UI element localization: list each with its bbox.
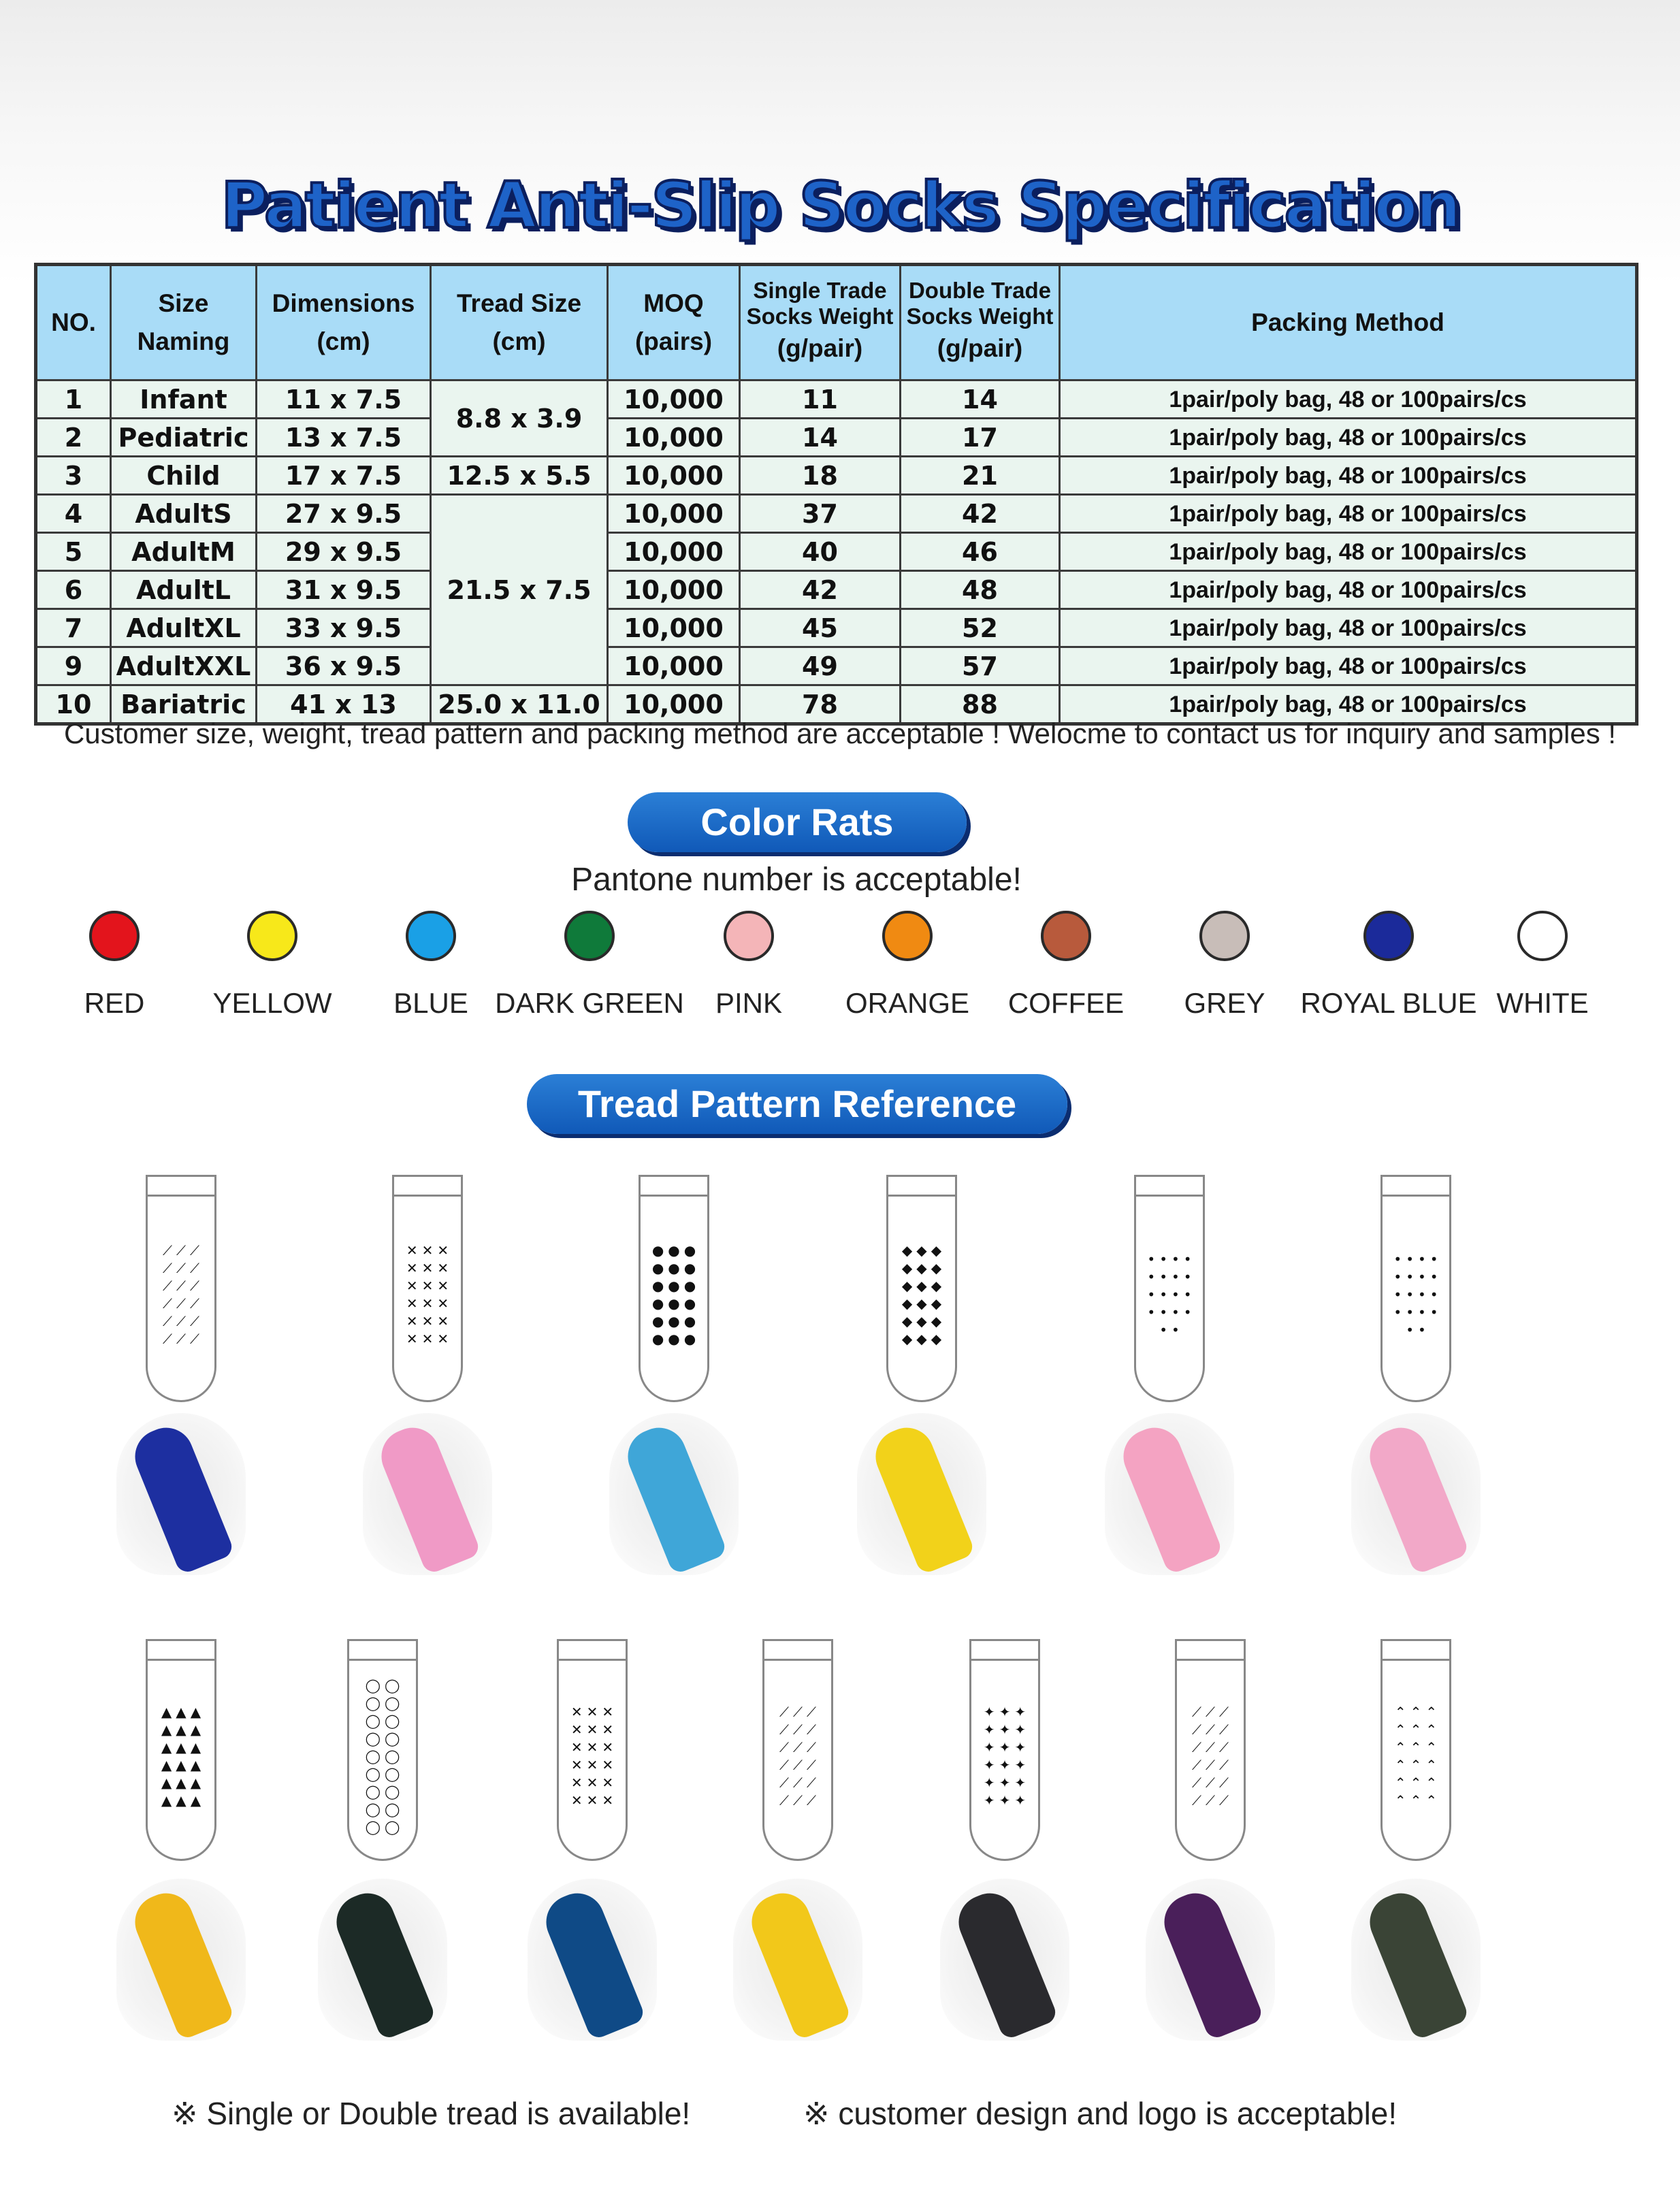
cell-single-weight: 42: [740, 571, 901, 609]
cell-no: 5: [36, 533, 111, 571]
cell-single-weight: 78: [740, 685, 901, 724]
cell-moq: 10,000: [608, 495, 740, 533]
cell-no: 2: [36, 419, 111, 457]
table-row: [36, 647, 1637, 685]
sock-product-photo: [1351, 1879, 1481, 2041]
cell-single-weight: 45: [740, 609, 901, 647]
cell-no: 6: [36, 571, 111, 609]
cell-double-weight: 46: [901, 533, 1060, 571]
header-dimensions: Dimensions (cm): [257, 265, 431, 380]
cell-no: 10: [36, 685, 111, 724]
color-swatch: [882, 911, 933, 961]
cell-dimensions: 29 x 9.5: [257, 533, 431, 571]
color-swatch: [1363, 911, 1414, 961]
tread-pattern-drawing: • • • • • • • • • • • • • • • • • •: [1134, 1175, 1205, 1402]
sock-product-photo: [733, 1879, 862, 2041]
cell-double-weight: 42: [901, 495, 1060, 533]
cell-double-weight: 48: [901, 571, 1060, 609]
sock-product-photo: [1105, 1413, 1234, 1575]
cell-no: 3: [36, 457, 111, 495]
cell-single-weight: 18: [740, 457, 901, 495]
table-row: [36, 571, 1637, 609]
color-swatch-label: BLUE: [393, 987, 468, 1019]
cell-size: AdultXXL: [111, 647, 257, 685]
header-tread-size: Tread Size (cm): [431, 265, 608, 380]
cell-size: AdultM: [111, 533, 257, 571]
tread-pattern-drawing: ⟋ ⟋ ⟋ ⟋ ⟋ ⟋ ⟋ ⟋ ⟋ ⟋ ⟋ ⟋ ⟋ ⟋ ⟋ ⟋ ⟋ ⟋: [1175, 1639, 1246, 1861]
color-swatch-label: RED: [84, 987, 145, 1019]
color-swatch: [89, 911, 140, 961]
customization-note: Customer size, weight, tread pattern and packing method are acceptable ! Welocme to contact us for inquiry and samples !: [63, 717, 1617, 749]
cell-packing: 1pair/poly bag, 48 or 100pairs/cs: [1060, 495, 1637, 533]
cell-packing: 1pair/poly bag, 48 or 100pairs/cs: [1060, 457, 1637, 495]
color-swatch-label: ROYAL BLUE: [1300, 987, 1477, 1019]
cell-moq: 10,000: [608, 380, 740, 419]
cell-tread-size: 25.0 x 11.0: [431, 685, 608, 724]
cell-moq: 10,000: [608, 457, 740, 495]
color-swatch: [1517, 911, 1568, 961]
cell-no: 9: [36, 647, 111, 685]
pantone-note: Pantone number is acceptable!: [571, 862, 1022, 898]
tread-pattern-drawing: ⌃ ⌃ ⌃ ⌃ ⌃ ⌃ ⌃ ⌃ ⌃ ⌃ ⌃ ⌃ ⌃ ⌃ ⌃ ⌃ ⌃ ⌃: [1380, 1639, 1451, 1861]
table-row: [36, 419, 1637, 457]
tread-pattern-drawing: ● ● ● ● ● ● ● ● ● ● ● ● ● ● ● ● ● ●: [639, 1175, 709, 1402]
color-swatch: [247, 911, 297, 961]
cell-double-weight: 17: [901, 419, 1060, 457]
cell-single-weight: 11: [740, 380, 901, 419]
cell-dimensions: 36 x 9.5: [257, 647, 431, 685]
cell-single-weight: 14: [740, 419, 901, 457]
footnote-single-double: ※ Single or Double tread is available!: [172, 2096, 691, 2131]
tread-pattern-drawing: ✦ ✦ ✦ ✦ ✦ ✦ ✦ ✦ ✦ ✦ ✦ ✦ ✦ ✦ ✦ ✦ ✦ ✦: [969, 1639, 1040, 1861]
color-swatch-label: COFFEE: [1007, 987, 1125, 1019]
cell-size: AdultXL: [111, 609, 257, 647]
sock-product-photo: [116, 1413, 246, 1575]
cell-size: Bariatric: [111, 685, 257, 724]
header-moq: MOQ (pairs): [608, 265, 740, 380]
cell-packing: 1pair/poly bag, 48 or 100pairs/cs: [1060, 685, 1637, 724]
sock-product-photo: [1146, 1879, 1275, 2041]
cell-dimensions: 17 x 7.5: [257, 457, 431, 495]
header-double-weight: Double Trade Socks Weight (g/pair): [901, 265, 1060, 380]
cell-double-weight: 52: [901, 609, 1060, 647]
tread-pattern-drawing: • • • • • • • • • • • • • • • • • •: [1380, 1175, 1451, 1402]
table-header-row: [36, 265, 1637, 380]
table-row: [36, 609, 1637, 647]
color-swatch-label: DARK GREEN: [495, 987, 684, 1019]
cell-moq: 10,000: [608, 419, 740, 457]
tread-pattern-drawing: ▲ ▲ ▲ ▲ ▲ ▲ ▲ ▲ ▲ ▲ ▲ ▲ ▲ ▲ ▲ ▲ ▲ ▲: [146, 1639, 216, 1861]
sock-product-photo: [1351, 1413, 1481, 1575]
tread-section-heading: Tread Pattern Reference: [527, 1074, 1067, 1134]
header-single-weight: Single Trade Socks Weight (g/pair): [740, 265, 901, 380]
sock-product-photo: [609, 1413, 739, 1575]
cell-moq: 10,000: [608, 647, 740, 685]
cell-single-weight: 40: [740, 533, 901, 571]
tread-pattern-drawing: ⟋ ⟋ ⟋ ⟋ ⟋ ⟋ ⟋ ⟋ ⟋ ⟋ ⟋ ⟋ ⟋ ⟋ ⟋ ⟋ ⟋ ⟋: [146, 1175, 216, 1402]
cell-dimensions: 13 x 7.5: [257, 419, 431, 457]
cell-size: AdultL: [111, 571, 257, 609]
sock-product-photo: [363, 1413, 492, 1575]
table-row: [36, 457, 1637, 495]
color-swatch-label: WHITE: [1496, 987, 1589, 1019]
tread-pattern-drawing: ⟋ ⟋ ⟋ ⟋ ⟋ ⟋ ⟋ ⟋ ⟋ ⟋ ⟋ ⟋ ⟋ ⟋ ⟋ ⟋ ⟋ ⟋: [762, 1639, 833, 1861]
sock-product-photo: [116, 1879, 246, 2041]
cell-size: Pediatric: [111, 419, 257, 457]
cell-dimensions: 11 x 7.5: [257, 380, 431, 419]
cell-no: 4: [36, 495, 111, 533]
color-swatch: [1041, 911, 1091, 961]
color-swatch: [564, 911, 615, 961]
cell-dimensions: 27 x 9.5: [257, 495, 431, 533]
color-swatch-label: YELLOW: [212, 987, 332, 1019]
cell-double-weight: 14: [901, 380, 1060, 419]
cell-packing: 1pair/poly bag, 48 or 100pairs/cs: [1060, 571, 1637, 609]
table-row: [36, 533, 1637, 571]
cell-packing: 1pair/poly bag, 48 or 100pairs/cs: [1060, 533, 1637, 571]
cell-packing: 1pair/poly bag, 48 or 100pairs/cs: [1060, 380, 1637, 419]
cell-size: Child: [111, 457, 257, 495]
sock-product-photo: [857, 1413, 986, 1575]
cell-packing: 1pair/poly bag, 48 or 100pairs/cs: [1060, 647, 1637, 685]
tread-pattern-drawing: ◆ ◆ ◆ ◆ ◆ ◆ ◆ ◆ ◆ ◆ ◆ ◆ ◆ ◆ ◆ ◆ ◆ ◆: [886, 1175, 957, 1402]
sock-product-photo: [528, 1879, 657, 2041]
color-swatch: [1199, 911, 1250, 961]
spec-table: [34, 263, 1638, 726]
cell-moq: 10,000: [608, 609, 740, 647]
cell-tread-size: 12.5 x 5.5: [431, 457, 608, 495]
header-no: NO.: [36, 265, 111, 380]
table-row: [36, 495, 1637, 533]
color-swatch: [724, 911, 774, 961]
cell-no: 1: [36, 380, 111, 419]
cell-tread-size: 21.5 x 7.5: [431, 495, 608, 685]
color-swatch-label: ORANGE: [845, 987, 970, 1019]
table-row: [36, 380, 1637, 419]
sock-product-photo: [318, 1879, 447, 2041]
sock-product-photo: [940, 1879, 1069, 2041]
tread-pattern-drawing: ✕ ✕ ✕ ✕ ✕ ✕ ✕ ✕ ✕ ✕ ✕ ✕ ✕ ✕ ✕ ✕ ✕ ✕: [392, 1175, 463, 1402]
color-swatch: [406, 911, 456, 961]
cell-moq: 10,000: [608, 571, 740, 609]
cell-size: AdultS: [111, 495, 257, 533]
cell-single-weight: 49: [740, 647, 901, 685]
cell-dimensions: 31 x 9.5: [257, 571, 431, 609]
cell-double-weight: 57: [901, 647, 1060, 685]
cell-no: 7: [36, 609, 111, 647]
tread-pattern-drawing: ✕ ✕ ✕ ✕ ✕ ✕ ✕ ✕ ✕ ✕ ✕ ✕ ✕ ✕ ✕ ✕ ✕ ✕: [557, 1639, 628, 1861]
cell-double-weight: 88: [901, 685, 1060, 724]
cell-dimensions: 41 x 13: [257, 685, 431, 724]
cell-packing: 1pair/poly bag, 48 or 100pairs/cs: [1060, 609, 1637, 647]
cell-packing: 1pair/poly bag, 48 or 100pairs/cs: [1060, 419, 1637, 457]
tread-pattern-drawing: ◯ ◯ ◯ ◯ ◯ ◯ ◯ ◯ ◯ ◯ ◯ ◯ ◯ ◯ ◯ ◯ ◯ ◯: [347, 1639, 418, 1861]
cell-dimensions: 33 x 9.5: [257, 609, 431, 647]
color-swatch-label: GREY: [1184, 987, 1265, 1019]
cell-tread-size: 8.8 x 3.9: [431, 380, 608, 457]
color-swatch-label: PINK: [715, 987, 783, 1019]
header-packing-method: Packing Method: [1060, 265, 1637, 380]
cell-double-weight: 21: [901, 457, 1060, 495]
cell-moq: 10,000: [608, 685, 740, 724]
footnote-custom-design: ※ customer design and logo is acceptable!: [803, 2096, 1398, 2131]
color-section-heading: Color Rats: [628, 792, 967, 852]
page-title: Patient Anti-Slip Socks Specification: [221, 169, 1459, 243]
header-size-naming: Size Naming: [111, 265, 257, 380]
cell-moq: 10,000: [608, 533, 740, 571]
cell-single-weight: 37: [740, 495, 901, 533]
cell-size: Infant: [111, 380, 257, 419]
